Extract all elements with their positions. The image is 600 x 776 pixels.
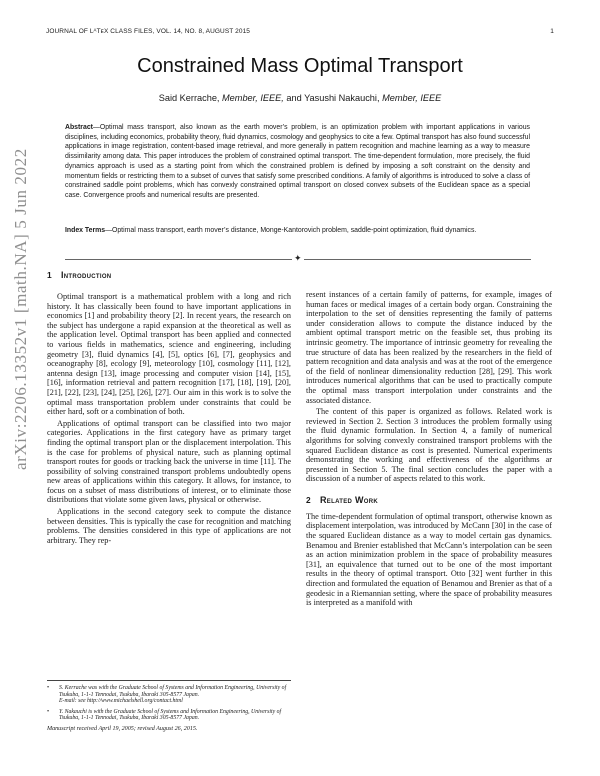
index-terms [65,226,530,236]
divider-line-left [65,259,292,260]
paper-title: Constrained Mass Optimal Transport [137,55,463,77]
section-divider [65,255,531,265]
abstract-text: —Optimal mass transport, also known as the earth mover’s problem, is an optimization problem with important applications in various disciplines, including economics, probability theory, fluid dynamics, cosmology and geophysics to cite a few. Optimal transport has also found successful applications in image registration, content-based image retrieval, and more generally in pattern recognition and machine learning as a way to measure dissimilarity among data. This paper introduces the problem of constrained optimal transport. The time-dependent formulation, more precisely, the fluid dynamics approach is used as a starting point from which the constrained problem is defined by imposing a soft constraint on the density and momentum fields or restricting them to a subset of curves that satisfy some prescribed conditions. A family of algorithms is introduced to solve a class of constrained saddle point problems, which has convexly constrained optimal transport on closed convex subsets of the Euclidean space as a special case. Convergence proofs and numerical results are presented. [65,124,530,199]
footnote-affiliation-2 [47,709,291,722]
paragraph: resent instances of a certain family of patterns, for example, images of human faces or medical images of a certain body organ. Constraining the interpolation to the set of densities representing the family of patterns under consideration allows to compute the distance induced by the ambient optimal transport metric on the feasible set, thus probing its intrinsic geometry. The importance of intrinsic geometry for revealing the true structure of data has been realized by the researchers in the field of pattern recognition and data analysis and was at the root of the emergence of the field of nonlinear dimensionality reduction [28], [29]. This work introduces numerical algorithms that can be used to practically compute the optimal mass transport interpolation under constraints and the associated distance. [306,290,552,405]
author-conjunction: and Yasushi Nakauchi, [283,93,383,103]
footnote-rule [47,680,291,681]
paragraph: Optimal transport is a mathematical problem with a long and rich history. It has classically been found to have important applications in economics [1] and probability theory [2]. In recent years, the research on the subject has undergone a rapid expansion at the theoretical as well as the application level. Optimal transport has been applied and connected to various fields in mathematics, science and engineering, including geometry [3], fluid dynamics [4], [5], optics [6], [7], geophysics and oceanography [8], ecology [9], meteorology [10], cosmology [11], [12], antenna design [13], image processing and computer vision [14], [15], [16], information retrieval and pattern recognition [17], [18], [19], [20], [21], [22], [23], [24], [25], [26], [27]. Our aim in this work is to solve the optimal mass transportation problem under constraints that could be either hard, soft or a combination of both. [47,292,291,417]
section-heading-introduction [47,269,291,281]
section-title: Introduction [61,270,112,280]
abstract-label: Abstract [65,124,93,131]
footnote-text: Y. Nakauchi is with the Graduate School of Systems and Information Engineering, University of Tsukuba, 1-1-1 Tennodai, Tsukuba, Ibaraki 305-8577 Japan. [59,708,282,721]
footnote-affiliation-1 [47,685,291,698]
arxiv-stamp: arXiv:2206.13352v1 [math.NA] 5 Jun 2022 [11,148,30,470]
section-title: Related Work [320,494,378,505]
page-number: 1 [550,28,554,35]
manuscript-received: Manuscript received April 19, 2005; revised August 26, 2015. [47,725,198,732]
section-heading-related-work [306,494,552,506]
index-terms-text: —Optimal mass transport, earth mover’s distance, Monge-Kantorovich problem, saddle-point optimization, fluid dynamics. [105,227,477,234]
author-1-affiliation: Member, IEEE, [222,93,284,103]
bullet-icon: • [47,708,50,715]
divider-diamond-icon: ✦ [294,254,302,264]
journal-header: JOURNAL OF LᴬTᴇX CLASS FILES, VOL. 14, NO. 8, AUGUST 2015 [46,28,251,35]
paragraph: The time-dependent formulation of optimal transport, otherwise known as displacement interpolation, was introduced by McCann [30] in the case of the squared Euclidean distance as a way to model certain gas dynamics. Benamou and Brenier established that McCann’s interpolation can be seen as an action minimization problem in the space of probability measures [31], an equivalence that turned out to be one of the most important results in the theory of optimal transport. Otto [32] went further in this direction and formulated the equation of Benamou and Brenier as that of a geodesic in a Riemannian setting, where the space of probability measures is interpreted as a manifold with [306,511,552,608]
footnotes [47,680,291,732]
footnote-text: S. Kerrache was with the Graduate School of Systems and Information Engineering, University of Tsukuba, 1-1-1 Tennodai, Tsukuba, Ibaraki 305-8577 Japan. [59,685,287,698]
section-number: 1 [47,270,52,280]
paragraph: The content of this paper is organized as follows. Related work is reviewed in Section 2. Section 3 introduces the problem formally using the fluid dynamic formulation. In Section 4, a family of numerical algorithms for solving convexly constrained transport problems with the squared Euclidean distance as cost is presented. Numerical experiments demonstrating the working and effectiveness of the algorithms ar presented in Section 5. The final section concludes the paper with a discussion of a number of aspects related to this work. [306,407,552,484]
author-2-affiliation: Member, IEEE [382,93,442,103]
paragraph: Applications of optimal transport can be classified into two major categories. Applications in the first category have as primary target finding the optimal transport plan or the displacement interpolation. This is the case for problems of physical nature, such as planning optimal transport routes for goods or tracking back the universe in time [11]. The possibility of solving constrained transport problems undoubtedly opens new areas of applications within this category. It allows, for instance, to focus on a subset of mass distributions of interest, or to eliminate those distributions that violate some given laws, physical or otherwise. [47,418,291,505]
author-1: Said Kerrache, [158,93,223,103]
running-head [46,28,554,40]
author-list [60,93,540,103]
right-column [306,290,552,610]
bullet-icon: • [47,685,50,691]
footnote-email: E-mail: see http://www.michaelshell.org/contact.html [59,698,183,704]
section-number: 2 [306,494,311,505]
divider-line-right [304,259,531,260]
left-column [47,269,291,547]
abstract [65,123,530,201]
index-terms-label: Index Terms [65,227,106,234]
paragraph: Applications in the second category seek to compute the distance between densities. This is typically the case for recognition and matching problems. The densities considered in this type of applications are not arbitrary. They rep- [47,507,291,545]
